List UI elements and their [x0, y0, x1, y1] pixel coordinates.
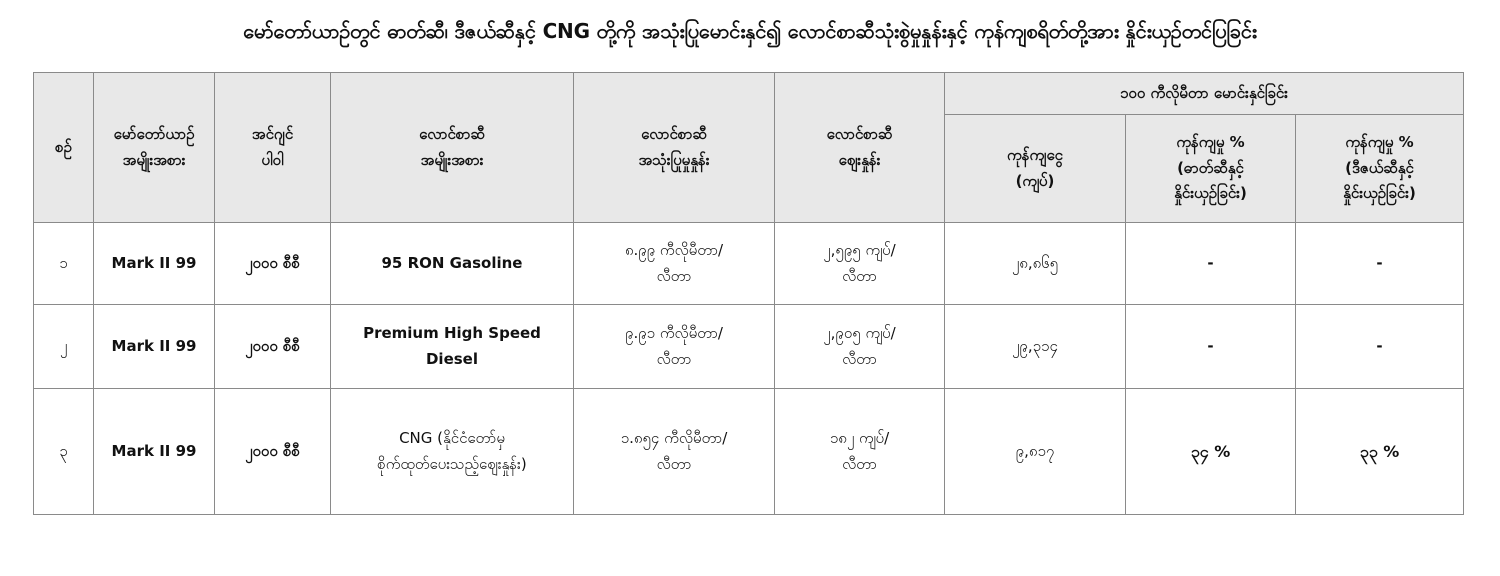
- header-pct-vs-petrol: ကုန်ကျမှု % (ဓာတ်ဆီနှင့် နှိုင်းယှဉ်ခြင်း): [1126, 115, 1296, 223]
- cell-no: ၃: [34, 389, 94, 515]
- cell-fuel-use: ၉.၉၁ ကီလိုမီတာ/ လီတာ: [574, 305, 775, 389]
- cell-pct-vs-diesel: -: [1296, 305, 1464, 389]
- cell-cost: ၉,၈၁၇: [945, 389, 1126, 515]
- cell-cost: ၂၉,၃၁၄: [945, 305, 1126, 389]
- cell-fuel-price: ၂,၉၀၅ ကျပ်/ လီတာ: [775, 305, 945, 389]
- header-group-100km: ၁၀၀ ကီလိုမီတာ မောင်းနှင်ခြင်း: [945, 73, 1464, 115]
- cell-engine: ၂၀၀၀ စီစီ: [215, 305, 331, 389]
- cell-pct-vs-petrol: ၃၄ %: [1126, 389, 1296, 515]
- cell-cost: ၂၈,၈၆၅: [945, 223, 1126, 305]
- cell-pct-vs-petrol: -: [1126, 223, 1296, 305]
- header-engine: အင်ဂျင် ပါဝါ: [215, 73, 331, 223]
- cell-pct-vs-diesel: ၃၃ %: [1296, 389, 1464, 515]
- table-row: [34, 305, 1464, 389]
- header-car-type: မော်တော်ယာဉ် အမျိုးအစား: [94, 73, 215, 223]
- cell-car: Mark II 99: [94, 305, 215, 389]
- header-cost: ကုန်ကျငွေ (ကျပ်): [945, 115, 1126, 223]
- cell-fuel-type: Premium High Speed Diesel: [331, 305, 574, 389]
- header-fuel-price: လောင်စာဆီ ဈေးနှုန်း: [775, 73, 945, 223]
- table-row: [34, 389, 1464, 515]
- cell-no: ၂: [34, 305, 94, 389]
- fuel-comparison-table: [33, 72, 1464, 515]
- page-title: မော်တော်ယာဉ်တွင် ဓာတ်ဆီ၊ ဒီဇယ်ဆီနှင့် CNG တို့ကို အသုံးပြုမောင်းနှင်၍ လောင်စာဆီသုံးစွဲမှုနှုန်းနှင့် ကုန်ကျစရိတ်တို့အား နှိုင်းယှဉ်တင်ပြခြင်း: [243, 19, 1257, 43]
- header-fuel-use: လောင်စာဆီ အသုံးပြုမှုနှုန်း: [574, 73, 775, 223]
- cell-fuel-use: ၁.၈၅၄ ကီလိုမီတာ/ လီတာ: [574, 389, 775, 515]
- cell-car: Mark II 99: [94, 389, 215, 515]
- header-pct-vs-diesel: ကုန်ကျမှု % (ဒီဇယ်ဆီနှင့် နှိုင်းယှဉ်ခြင်း): [1296, 115, 1464, 223]
- cell-fuel-type: 95 RON Gasoline: [331, 223, 574, 305]
- cell-engine: ၂၀၀၀ စီစီ: [215, 223, 331, 305]
- cell-pct-vs-petrol: -: [1126, 305, 1296, 389]
- cell-fuel-price: ၁၈၂ ကျပ်/ လီတာ: [775, 389, 945, 515]
- cell-pct-vs-diesel: -: [1296, 223, 1464, 305]
- header-fuel-type: လောင်စာဆီ အမျိုးအစား: [331, 73, 574, 223]
- table-row: [34, 223, 1464, 305]
- cell-fuel-use: ၈.၉၉ ကီလိုမီတာ/ လီတာ: [574, 223, 775, 305]
- cell-no: ၁: [34, 223, 94, 305]
- cell-car: Mark II 99: [94, 223, 215, 305]
- cell-engine: ၂၀၀၀ စီစီ: [215, 389, 331, 515]
- cell-fuel-price: ၂,၅၉၅ ကျပ်/ လီတာ: [775, 223, 945, 305]
- cell-fuel-type: CNG (နိုင်ငံတော်မှ စိုက်ထုတ်ပေးသည့်ဈေးနှုန်း): [331, 389, 574, 515]
- header-no: စဉ်: [34, 73, 94, 223]
